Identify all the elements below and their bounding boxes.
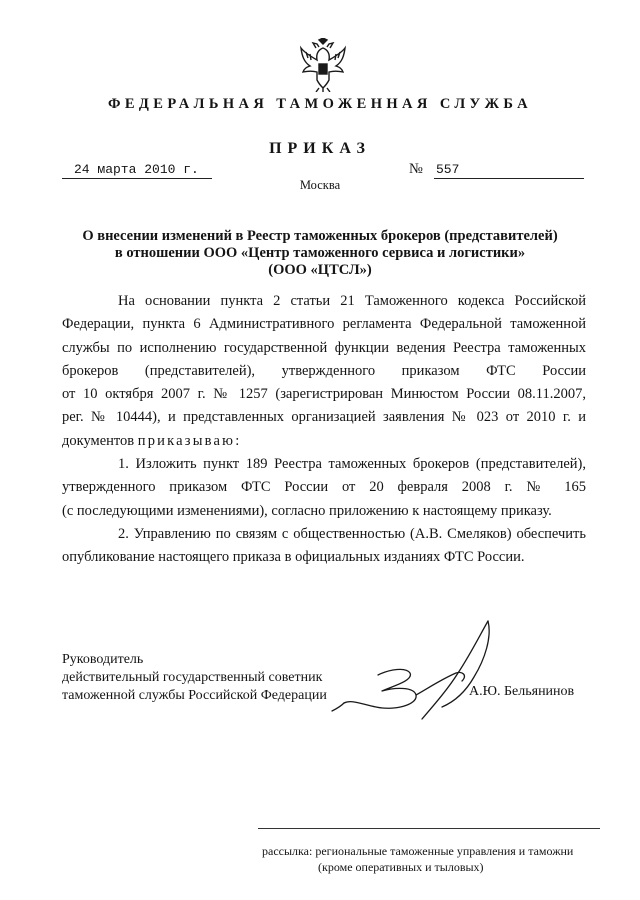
body-line: службы по исполнению государственной функции ведения Реестра таможенных bbox=[62, 339, 586, 356]
item-line: 2. Управлению по связям с общественностью (А.В. Смеляков) обеспечить bbox=[118, 525, 586, 542]
order-subject bbox=[60, 228, 580, 279]
distribution-list bbox=[258, 828, 600, 875]
coat-of-arms-icon bbox=[298, 38, 348, 92]
distribution-line: (кроме оперативных и тыловых) bbox=[318, 860, 484, 874]
order-date: 24 марта 2010 г. bbox=[62, 162, 212, 179]
signatory-title-line: Руководитель bbox=[62, 652, 144, 667]
body-line: брокеров (представителей), утвержденного приказом ФТС России bbox=[62, 362, 586, 379]
subject-line: (ООО «ЦТСЛ») bbox=[268, 262, 372, 278]
body-line bbox=[62, 430, 586, 453]
signatory-title-line: действительный государственный советник bbox=[62, 670, 323, 685]
city: Москва bbox=[299, 178, 341, 192]
body-line: от 10 октября 2007 г. № 1257 (зарегистрирован Минюстом России 08.11.2007, bbox=[62, 386, 586, 403]
subject-line: в отношении ООО «Центр таможенного сервиса и логистики» bbox=[114, 245, 526, 261]
body-text: документов bbox=[62, 432, 138, 449]
order-number-label: № bbox=[409, 161, 423, 177]
subject-line: О внесении изменений в Реестр таможенных брокеров (представителей) bbox=[82, 228, 558, 244]
signatory-title-line: таможенной службы Российской Федерации bbox=[62, 688, 327, 703]
item-line: 1. Изложить пункт 189 Реестра таможенных брокеров (представителей), bbox=[118, 456, 586, 473]
item-line: опубликование настоящего приказа в официальных изданиях ФТС России. bbox=[62, 549, 525, 566]
item-line: (с последующими изменениями), согласно приложению к настоящему приказу. bbox=[62, 502, 552, 519]
body-line: рег. № 10444), и представленных организацией заявления № 023 от 2010 г. и bbox=[62, 409, 586, 426]
body-line: На основании пункта 2 статьи 21 Таможенного кодекса Российской bbox=[118, 293, 586, 309]
body-line: Федерации, пункта 6 Административного регламента Федеральной таможенной bbox=[62, 316, 586, 333]
agency-name: ФЕДЕРАЛЬНАЯ ТАМОЖЕННАЯ СЛУЖБА bbox=[107, 96, 532, 112]
order-word: приказываю: bbox=[137, 432, 242, 449]
document-type: ПРИКАЗ bbox=[269, 140, 371, 157]
signatory-title bbox=[62, 651, 327, 705]
signature-icon bbox=[330, 615, 540, 725]
order-body bbox=[62, 290, 586, 570]
order-number: 557 bbox=[434, 162, 584, 179]
item-line: утвержденного приказом ФТС России от 20 февраля 2008 г. № 165 bbox=[62, 479, 586, 496]
signatory-name: А.Ю. Бельянинов bbox=[469, 684, 575, 699]
distribution-line: рассылка: региональные таможенные управления и таможни bbox=[262, 844, 574, 858]
